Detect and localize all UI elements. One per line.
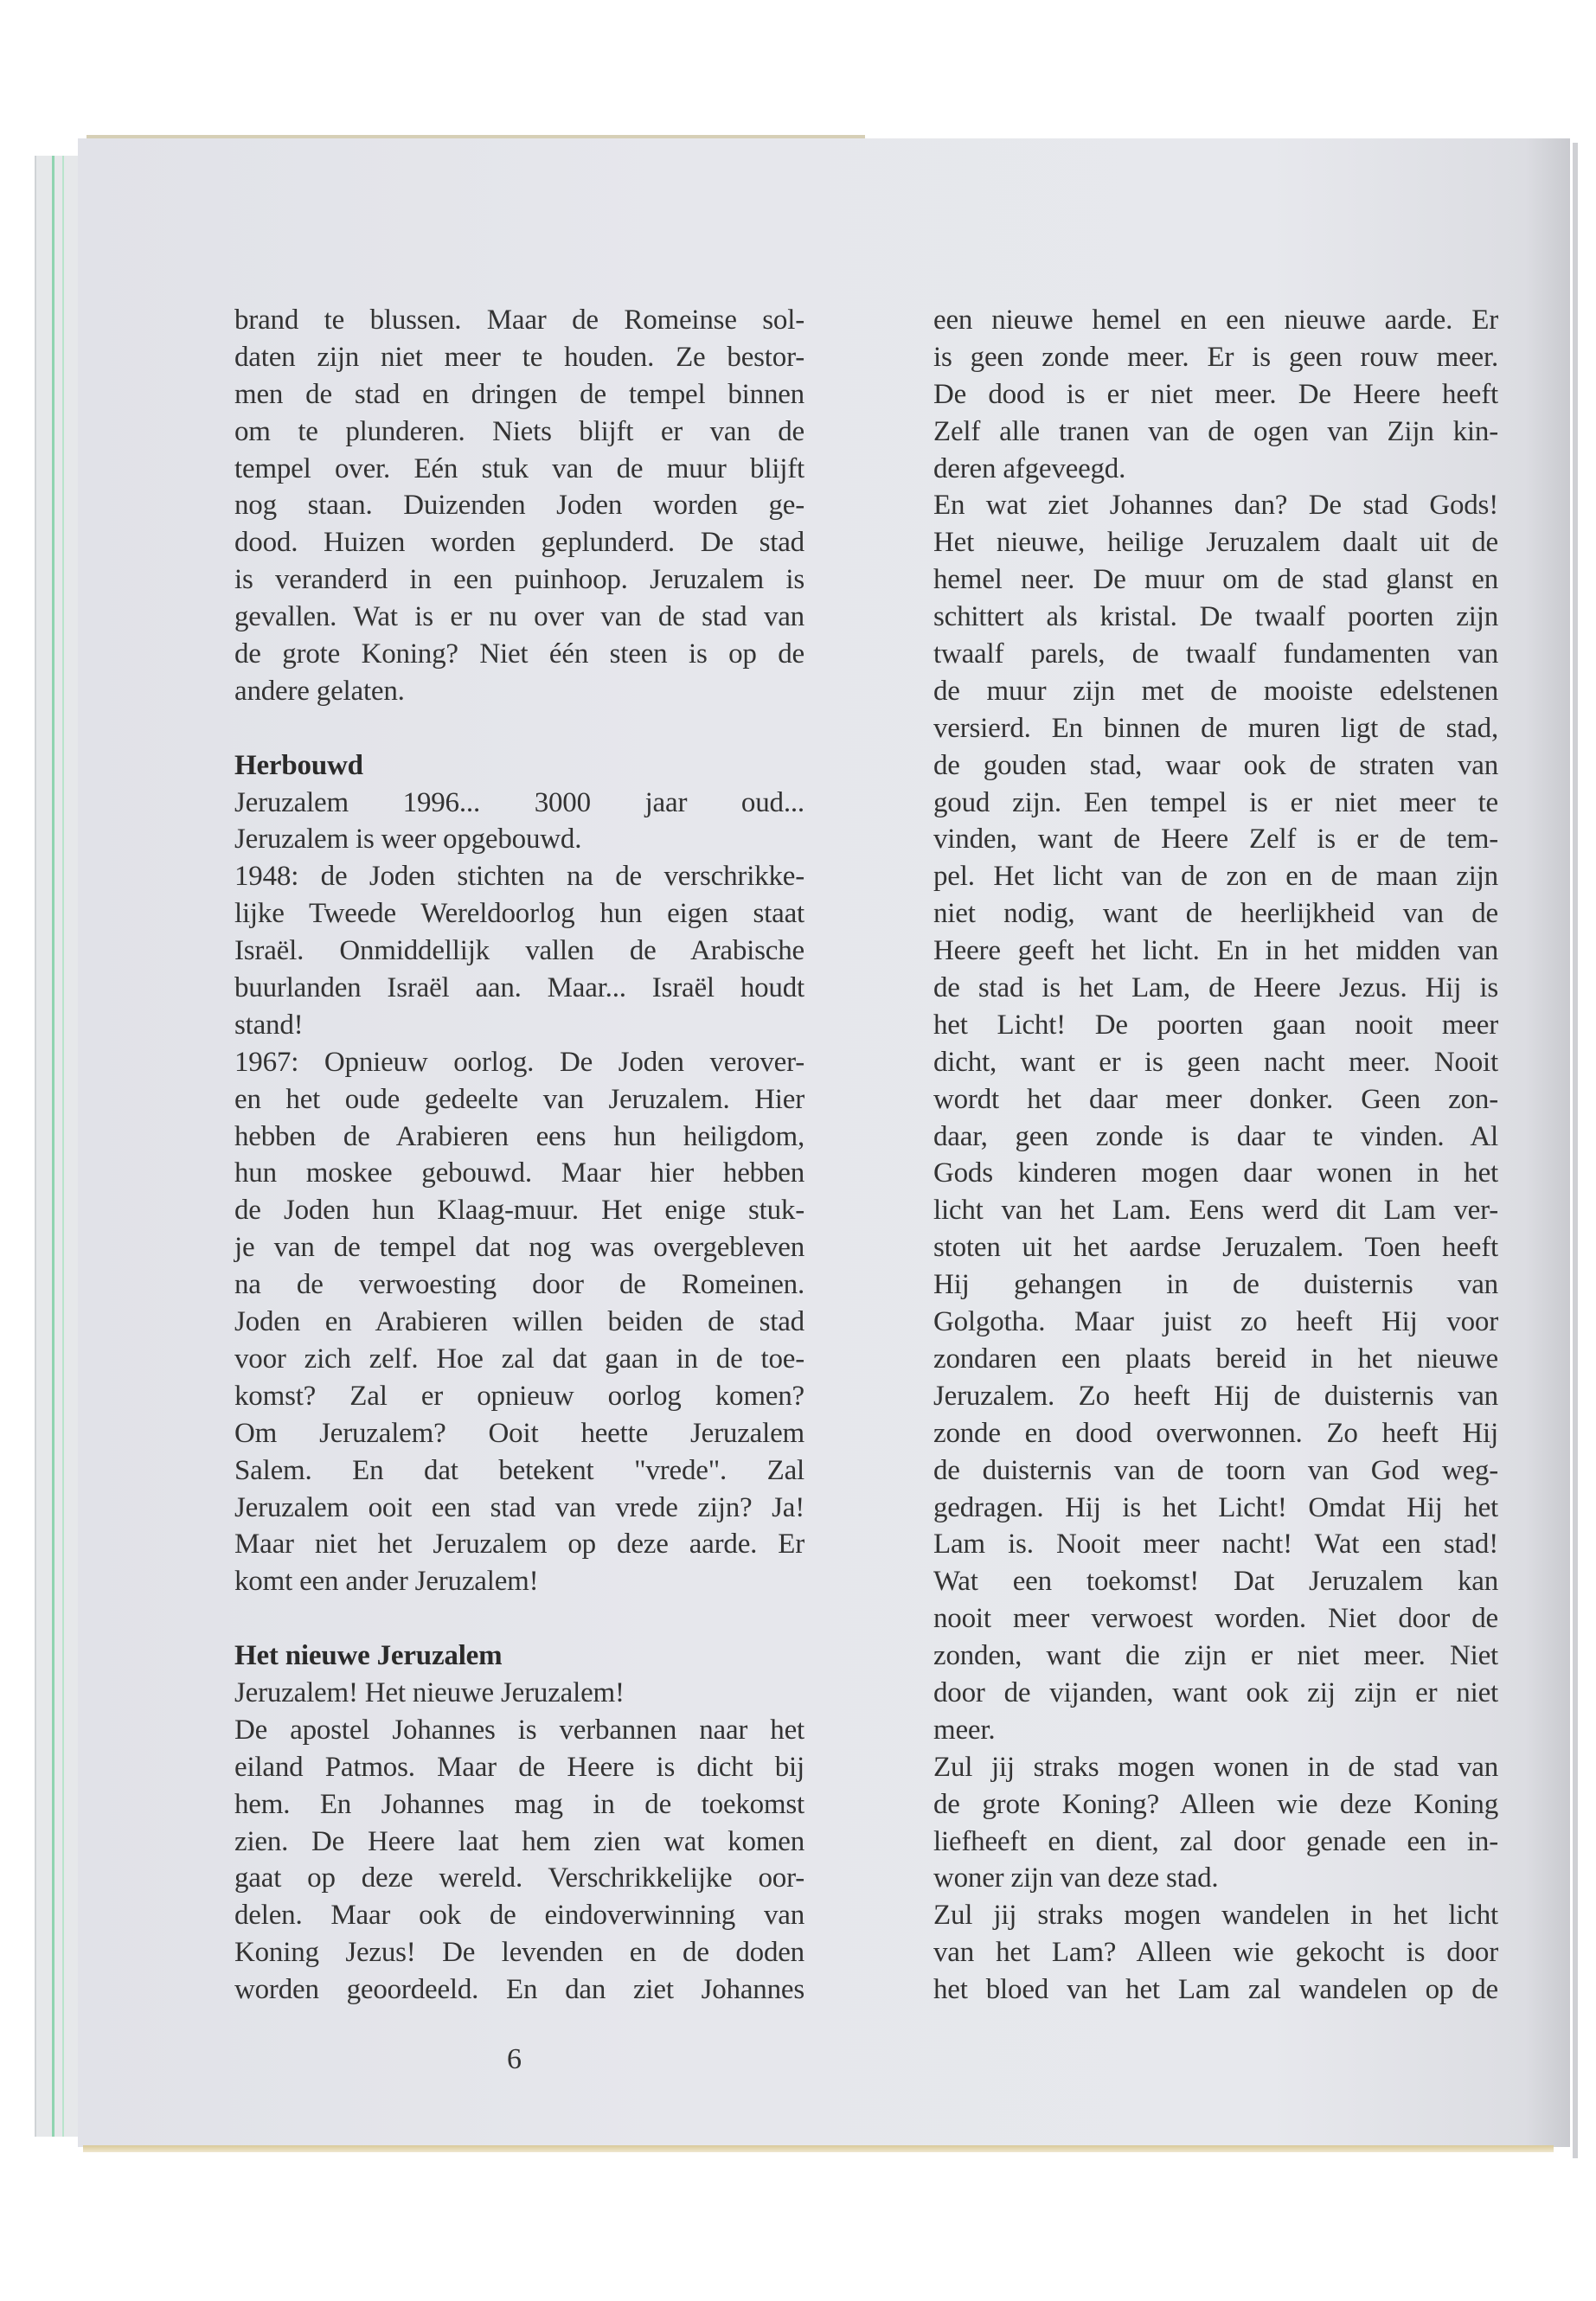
text-line: Golgotha. Maar juist zo heeft Hij voor <box>933 1306 1498 1338</box>
text-line: dood. Huizen worden geplunderd. De stad <box>234 527 804 559</box>
text-line: door de vijanden, want ook zij zijn er niet <box>933 1676 1498 1708</box>
text-line: Maar niet het Jeruzalem op deze aarde. Er <box>234 1529 804 1561</box>
text-line: wordt het daar meer donker. Geen zon- <box>933 1083 1498 1115</box>
text-line: Het nieuwe, heilige Jeruzalem daalt uit de <box>933 527 1498 559</box>
text-line: nooit meer verwoest worden. Niet door de <box>933 1603 1498 1635</box>
text-line: nog staan. Duizenden Joden worden ge- <box>234 490 804 522</box>
text-line: delen. Maar ook de eindoverwinning van <box>234 1900 804 1932</box>
section-heading: Herbouwd <box>234 749 363 781</box>
text-line: de gouden stad, waar ook de straten van <box>933 749 1498 781</box>
text-line: lijke Tweede Wereldoorlog hun eigen staat <box>234 898 804 930</box>
text-line: komst? Zal er opnieuw oorlog komen? <box>234 1380 804 1412</box>
text-line: Heere geeft het licht. En in het midden van <box>933 935 1498 967</box>
text-line: versierd. En binnen de muren ligt de stad, <box>933 712 1498 744</box>
text-line: gedragen. Hij is het Licht! Omdat Hij het <box>933 1491 1498 1523</box>
text-line: liefheeft en dient, zal door genade een in- <box>933 1825 1498 1857</box>
text-line: En wat ziet Johannes dan? De stad Gods! <box>933 490 1498 522</box>
text-line: Jeruzalem. Zo heeft Hij de duisternis van <box>933 1380 1498 1412</box>
text-line: tempel over. Eén stuk van de muur blijft <box>234 452 804 484</box>
text-line: de Joden hun Klaag-muur. Het enige stuk- <box>234 1195 804 1227</box>
page-right-edge <box>1573 143 1578 2158</box>
text-line: Koning Jezus! De levenden en de doden <box>234 1937 804 1969</box>
text-line: de grote Koning? Niet één steen is op de <box>234 638 804 670</box>
text-line: zien. De Heere laat hem zien wat komen <box>234 1825 804 1857</box>
text-line: 1967: Opnieuw oorlog. De Joden verover- <box>234 1046 804 1078</box>
text-line: Gods kinderen mogen daar wonen in het <box>933 1157 1498 1189</box>
text-line: zonden, want die zijn er niet meer. Niet <box>933 1640 1498 1672</box>
text-line: licht van het Lam. Eens werd dit Lam ver- <box>933 1195 1498 1227</box>
text-line: stand! <box>234 1009 304 1041</box>
text-line: vinden, want de Heere Zelf is er de tem- <box>933 824 1498 856</box>
text-line: eiland Patmos. Maar de Heere is dicht bij <box>234 1751 804 1783</box>
text-line <box>234 710 804 747</box>
text-line: om te plunderen. Niets blijft er van de <box>234 415 804 447</box>
text-line: is geen zonde meer. Er is geen rouw meer. <box>933 341 1498 373</box>
text-line: Israël. Onmiddellijk vallen de Arabische <box>234 935 804 967</box>
text-line <box>234 1600 804 1638</box>
text-line: woner zijn van deze stad. <box>933 1862 1219 1894</box>
text-line: hun moskee gebouwd. Maar hier hebben <box>234 1157 804 1189</box>
text-line: je van de tempel dat nog was overgebleven <box>234 1232 804 1264</box>
text-line: Zelf alle tranen van de ogen van Zijn kin- <box>933 415 1498 447</box>
text-line: daten zijn niet meer te houden. Ze bestor- <box>234 341 804 373</box>
text-line: andere gelaten. <box>234 675 405 707</box>
text-line: de duisternis van de toorn van God weg- <box>933 1454 1498 1486</box>
text-line: het bloed van het Lam zal wandelen op de <box>933 1974 1498 2006</box>
text-line: het Licht! De poorten gaan nooit meer <box>933 1009 1498 1041</box>
text-line: Jeruzalem is weer opgebouwd. <box>234 824 582 856</box>
section-heading: Het nieuwe Jeruzalem <box>234 1640 503 1672</box>
text-line: Jeruzalem 1996... 3000 jaar oud... <box>234 786 804 818</box>
text-line: van het Lam? Alleen wie gekocht is door <box>933 1937 1498 1969</box>
text-line: 1948: de Joden stichten na de verschrikke- <box>234 861 804 893</box>
text-line: Salem. En dat betekent "vrede". Zal <box>234 1454 804 1486</box>
text-line: de muur zijn met de mooiste edelstenen <box>933 675 1498 707</box>
text-line: men de stad en dringen de tempel binnen <box>234 378 804 410</box>
text-line: de stad is het Lam, de Heere Jezus. Hij is <box>933 972 1498 1004</box>
text-line: hebben de Arabieren eens hun heiligdom, <box>234 1120 804 1152</box>
text-line: De apostel Johannes is verbannen naar het <box>234 1714 804 1746</box>
left-text-column <box>234 302 804 2009</box>
text-line: Jeruzalem! Het nieuwe Jeruzalem! <box>234 1676 625 1708</box>
text-line: Jeruzalem ooit een stad van vrede zijn? Ja! <box>234 1491 804 1523</box>
text-line: is veranderd in een puinhoop. Jeruzalem is <box>234 564 804 596</box>
text-line: pel. Het licht van de zon en de maan zijn <box>933 861 1498 893</box>
page-number: 6 <box>507 2043 522 2075</box>
text-line: De dood is er niet meer. De Heere heeft <box>933 378 1498 410</box>
text-line: deren afgeveegd. <box>933 452 1126 484</box>
text-line: Om Jeruzalem? Ooit heette Jeruzalem <box>234 1417 804 1449</box>
text-line: voor zich zelf. Hoe zal dat gaan in de toe- <box>234 1343 804 1375</box>
text-line: komt een ander Jeruzalem! <box>234 1566 539 1598</box>
text-line: goud zijn. Een tempel is er niet meer te <box>933 786 1498 818</box>
text-line: schittert als kristal. De twaalf poorten zijn <box>933 601 1498 633</box>
text-line: stoten uit het aardse Jeruzalem. Toen heeft <box>933 1232 1498 1264</box>
text-line: hemel neer. De muur om de stad glanst en <box>933 564 1498 596</box>
text-line: niet nodig, want de heerlijkheid van de <box>933 898 1498 930</box>
text-line: dicht, want er is geen nacht meer. Nooit <box>933 1046 1498 1078</box>
text-line: de grote Koning? Alleen wie deze Koning <box>933 1788 1498 1820</box>
right-text-column <box>933 302 1498 2009</box>
text-line: Lam is. Nooit meer nacht! Wat een stad! <box>933 1529 1498 1561</box>
text-line: Wat een toekomst! Dat Jeruzalem kan <box>933 1566 1498 1598</box>
text-line: gaat op deze wereld. Verschrikkelijke oor- <box>234 1862 804 1894</box>
text-line: meer. <box>933 1714 996 1746</box>
text-line: zonde en dood overwonnen. Zo heeft Hij <box>933 1417 1498 1449</box>
text-line: worden geoordeeld. En dan ziet Johannes <box>234 1974 804 2006</box>
text-line: brand te blussen. Maar de Romeinse sol- <box>234 304 804 336</box>
text-line: Joden en Arabieren willen beiden de stad <box>234 1306 804 1338</box>
text-line: daar, geen zonde is daar te vinden. Al <box>933 1120 1498 1152</box>
text-line: een nieuwe hemel en een nieuwe aarde. Er <box>933 304 1498 336</box>
text-line: buurlanden Israël aan. Maar... Israël houdt <box>234 972 804 1004</box>
text-line: Zul jij straks mogen wonen in de stad van <box>933 1751 1498 1783</box>
page-bottom-edge <box>83 2145 1554 2152</box>
text-line: en het oude gedeelte van Jeruzalem. Hier <box>234 1083 804 1115</box>
text-line: Zul jij straks mogen wandelen in het licht <box>933 1900 1498 1932</box>
text-line: zondaren een plaats bereid in het nieuwe <box>933 1343 1498 1375</box>
text-line: twaalf parels, de twaalf fundamenten van <box>933 638 1498 670</box>
text-line: Hij gehangen in de duisternis van <box>933 1269 1498 1301</box>
text-line: hem. En Johannes mag in de toekomst <box>234 1788 804 1820</box>
text-line: na de verwoesting door de Romeinen. <box>234 1269 804 1301</box>
text-line: gevallen. Wat is er nu over van de stad van <box>234 601 804 633</box>
